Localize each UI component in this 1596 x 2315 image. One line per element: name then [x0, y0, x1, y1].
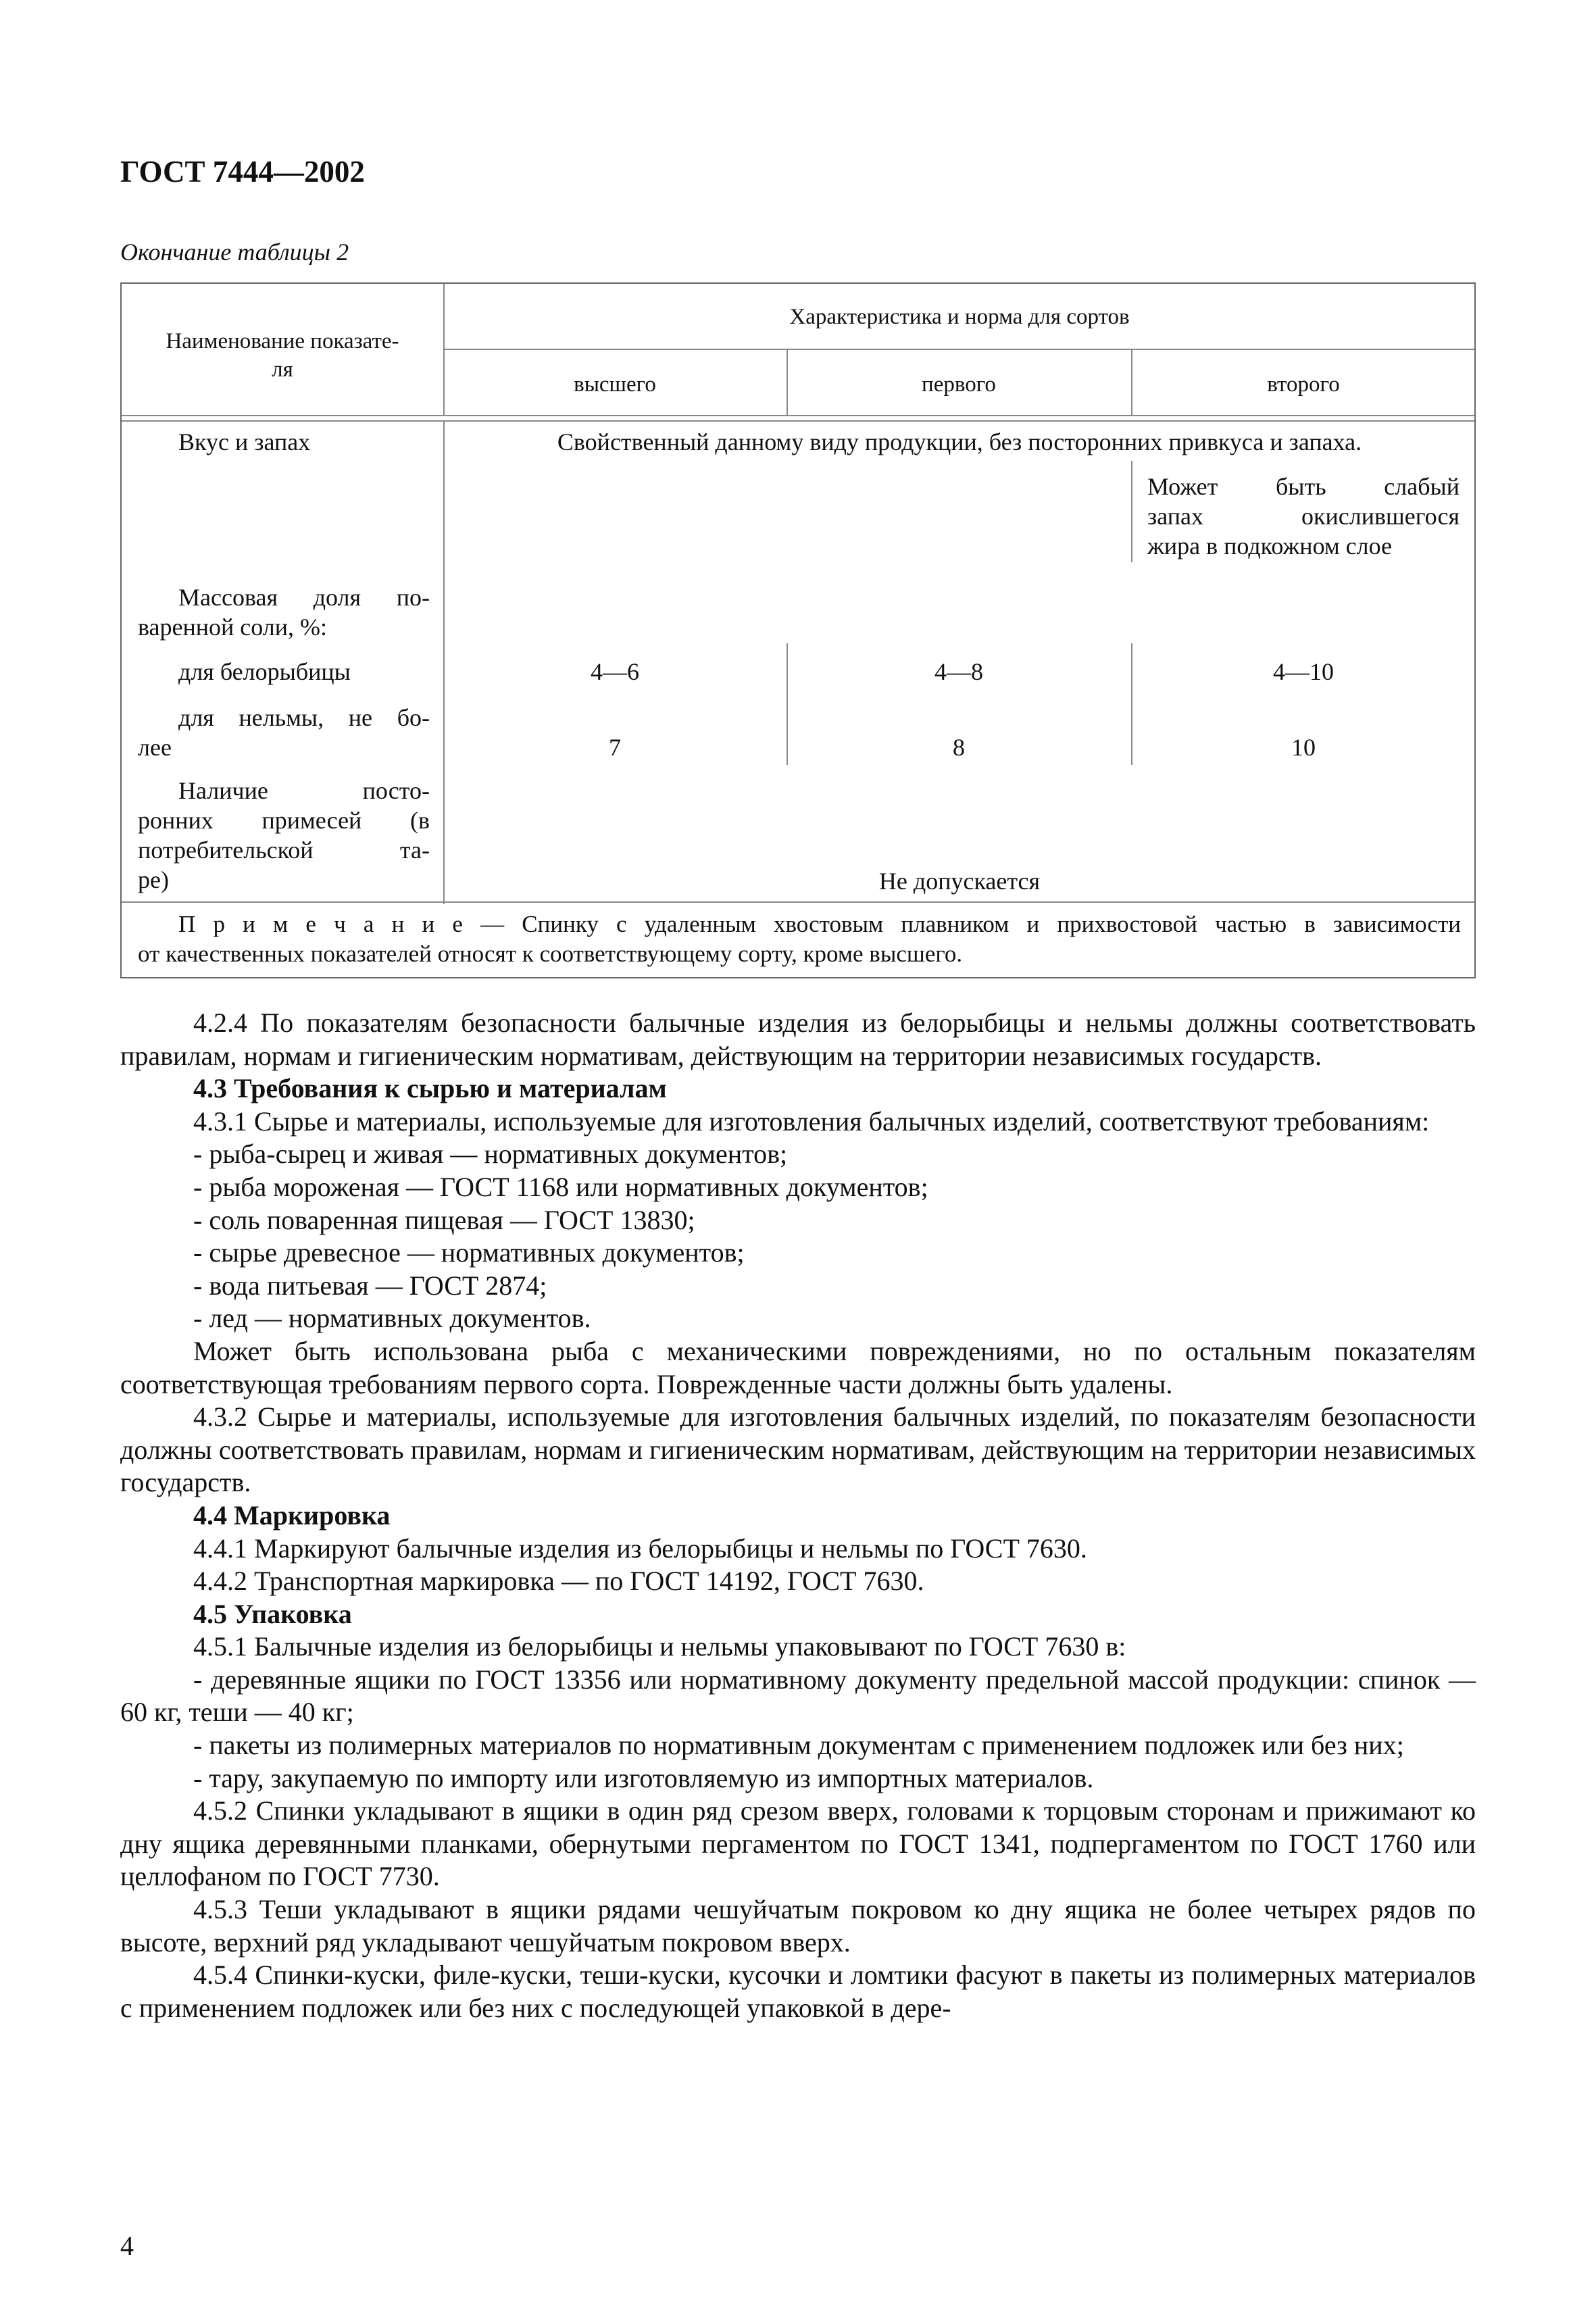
section-heading-4-3: 4.3 Требования к сырью и материалам [193, 1073, 667, 1104]
label-line: варенной соли, %: [138, 614, 328, 641]
list-item: - лед — нормативных документов. [193, 1303, 591, 1334]
taste-value: Свойственный данному виду продукции, без посторонних привкуса и запаха. [557, 428, 1362, 455]
paragraph-4-4-2: 4.4.2 Транспортная маркировка — по ГОСТ 14192, ГОСТ 7630. [193, 1566, 924, 1597]
grade-header-second: второго [1267, 372, 1340, 397]
nelma-highest: 7 [609, 734, 621, 761]
label-line: ре) [138, 866, 169, 893]
list-item: - соль поваренная пищевая — ГОСТ 13830; [193, 1204, 695, 1235]
note-divider [122, 901, 1474, 903]
column-header-grades: Характеристика и норма для сортов [789, 305, 1130, 329]
section-heading-4-4: 4.4 Маркировка [193, 1499, 391, 1530]
table-note [138, 910, 1461, 969]
impurities-value: Не допускается [878, 868, 1041, 895]
paragraph-4-3-2: 4.3.2 Сырье и материалы, используемые для изготовления балычных изделий, по показателям безопасности должны соответствовать правилам, нормам и гигиеническим нормативам, действующим на территории независимых государств. [120, 1401, 1476, 1498]
note-line: запах окислившегося [1147, 503, 1460, 530]
note-line: жира в подкожном слое [1147, 532, 1393, 559]
note-line: от качественных показателей относят к соответствующему сорту, кроме высшего. [138, 941, 963, 967]
header-bottom-line [122, 415, 1474, 416]
column-header-name-line: Наименование показате- [166, 329, 399, 353]
paragraph-4-4-1: 4.4.1 Маркируют балычные изделия из белорыбицы и нельмы по ГОСТ 7630. [193, 1533, 1087, 1564]
list-item: - вода питьевая — ГОСТ 2874; [193, 1270, 547, 1301]
row-label-whitefish: для белорыбицы [178, 658, 351, 685]
grade-header-first: первого [922, 372, 996, 397]
paragraph-4-5-2: 4.5.2 Спинки укладывают в ящики в один ряд срезом вверх, головами к торцовым сторонам и прижимают ко дну ящика деревянными планками, обернутыми пергаментом по ГОСТ 1341, подпергаментом по ГОСТ 1760 или целлофаном по ГОСТ 7730. [120, 1795, 1476, 1892]
label-line: Наличие посто- [178, 777, 430, 804]
document-body [120, 1007, 1476, 2024]
list-item: - деревянные ящики по ГОСТ 13356 или нормативному документу предельной массой продукции: спинок — 60 кг, теши — 40 кг; [120, 1664, 1476, 1728]
table-caption: Окончание таблицы 2 [120, 239, 349, 266]
list-item: - сырье древесное — нормативных документов; [193, 1237, 745, 1268]
note-line: Может быть слабый [1147, 473, 1460, 500]
nelma-second: 10 [1291, 734, 1316, 761]
column-header-name-line: ля [272, 357, 293, 382]
row-label-nelma [138, 703, 430, 762]
nelma-first: 8 [953, 734, 965, 761]
label-line: для нельмы, не бо- [178, 704, 430, 731]
whitefish-first: 4—8 [934, 658, 983, 685]
paragraph-4-5-1: 4.5.1 Балычные изделия из белорыбицы и нельмы упаковывают по ГОСТ 7630 в: [193, 1631, 1126, 1662]
taste-second-grade-note [1147, 472, 1460, 561]
quality-table [120, 282, 1476, 978]
paragraph-4-2-4: 4.2.4 По показателям безопасности балычные изделия из белорыбицы и нельмы должны соответствовать правилам, нормам и гигиеническим нормативам, действующим на территории независимых государств. [120, 1007, 1476, 1071]
header-divider [443, 349, 1474, 350]
note-line: П р и м е ч а н и е — Спинку с удаленным хвостовым плавником и прихвостовой частью в зависимости [178, 911, 1461, 937]
list-item: - тару, закупаемую по импорту или изготовляемую из импортных материалов. [193, 1762, 1094, 1793]
label-line: потребительской та- [138, 837, 430, 864]
whitefish-highest: 4—6 [591, 658, 639, 685]
label-line: Массовая доля по- [178, 584, 430, 611]
header-bottom-line [122, 420, 1474, 422]
paragraph-4-5-4: 4.5.4 Спинки-куски, филе-куски, теши-куски, кусочки и ломтики фасуют в пакеты из полимерных материалов с применением подложек или без них с последующей упаковкой в дере- [120, 1960, 1476, 2023]
section-heading-4-5: 4.5 Упаковка [193, 1598, 352, 1629]
list-item: - пакеты из полимерных материалов по нормативным документам с применением подложек или без них; [193, 1730, 1404, 1761]
list-item: - рыба-сырец и живая — нормативных документов; [193, 1139, 788, 1170]
label-line: ронних примесей (в [138, 807, 430, 834]
grade-header-highest: высшего [574, 372, 656, 397]
row-label-salt [138, 582, 430, 642]
row-label-impurities [138, 776, 430, 895]
page-number: 4 [120, 2231, 134, 2261]
paragraph-4-5-3: 4.5.3 Теши укладывают в ящики рядами чешуйчатым покровом ко дну ящика не более четырех рядов по высоте, верхний ряд укладывают чешуйчатым покровом вверх. [120, 1894, 1476, 1958]
paragraph-4-3-1: 4.3.1 Сырье и материалы, используемые для изготовления балычных изделий, соответствуют требованиям: [193, 1105, 1430, 1137]
label-line: лее [138, 734, 172, 761]
paragraph-4-3-1-note: Может быть использована рыба с механическими повреждениями, но по остальным показателям соответствующая требованиям первого сорта. Поврежденные части должны быть удалены. [120, 1335, 1476, 1399]
row-label-taste: Вкус и запах [178, 428, 311, 455]
document-code: ГОСТ 7444—2002 [120, 155, 365, 189]
list-item: - рыба мороженая — ГОСТ 1168 или нормативных документов; [193, 1171, 928, 1202]
column-divider [1131, 461, 1132, 562]
whitefish-second: 4—10 [1273, 658, 1334, 685]
column-header-name [122, 327, 443, 384]
